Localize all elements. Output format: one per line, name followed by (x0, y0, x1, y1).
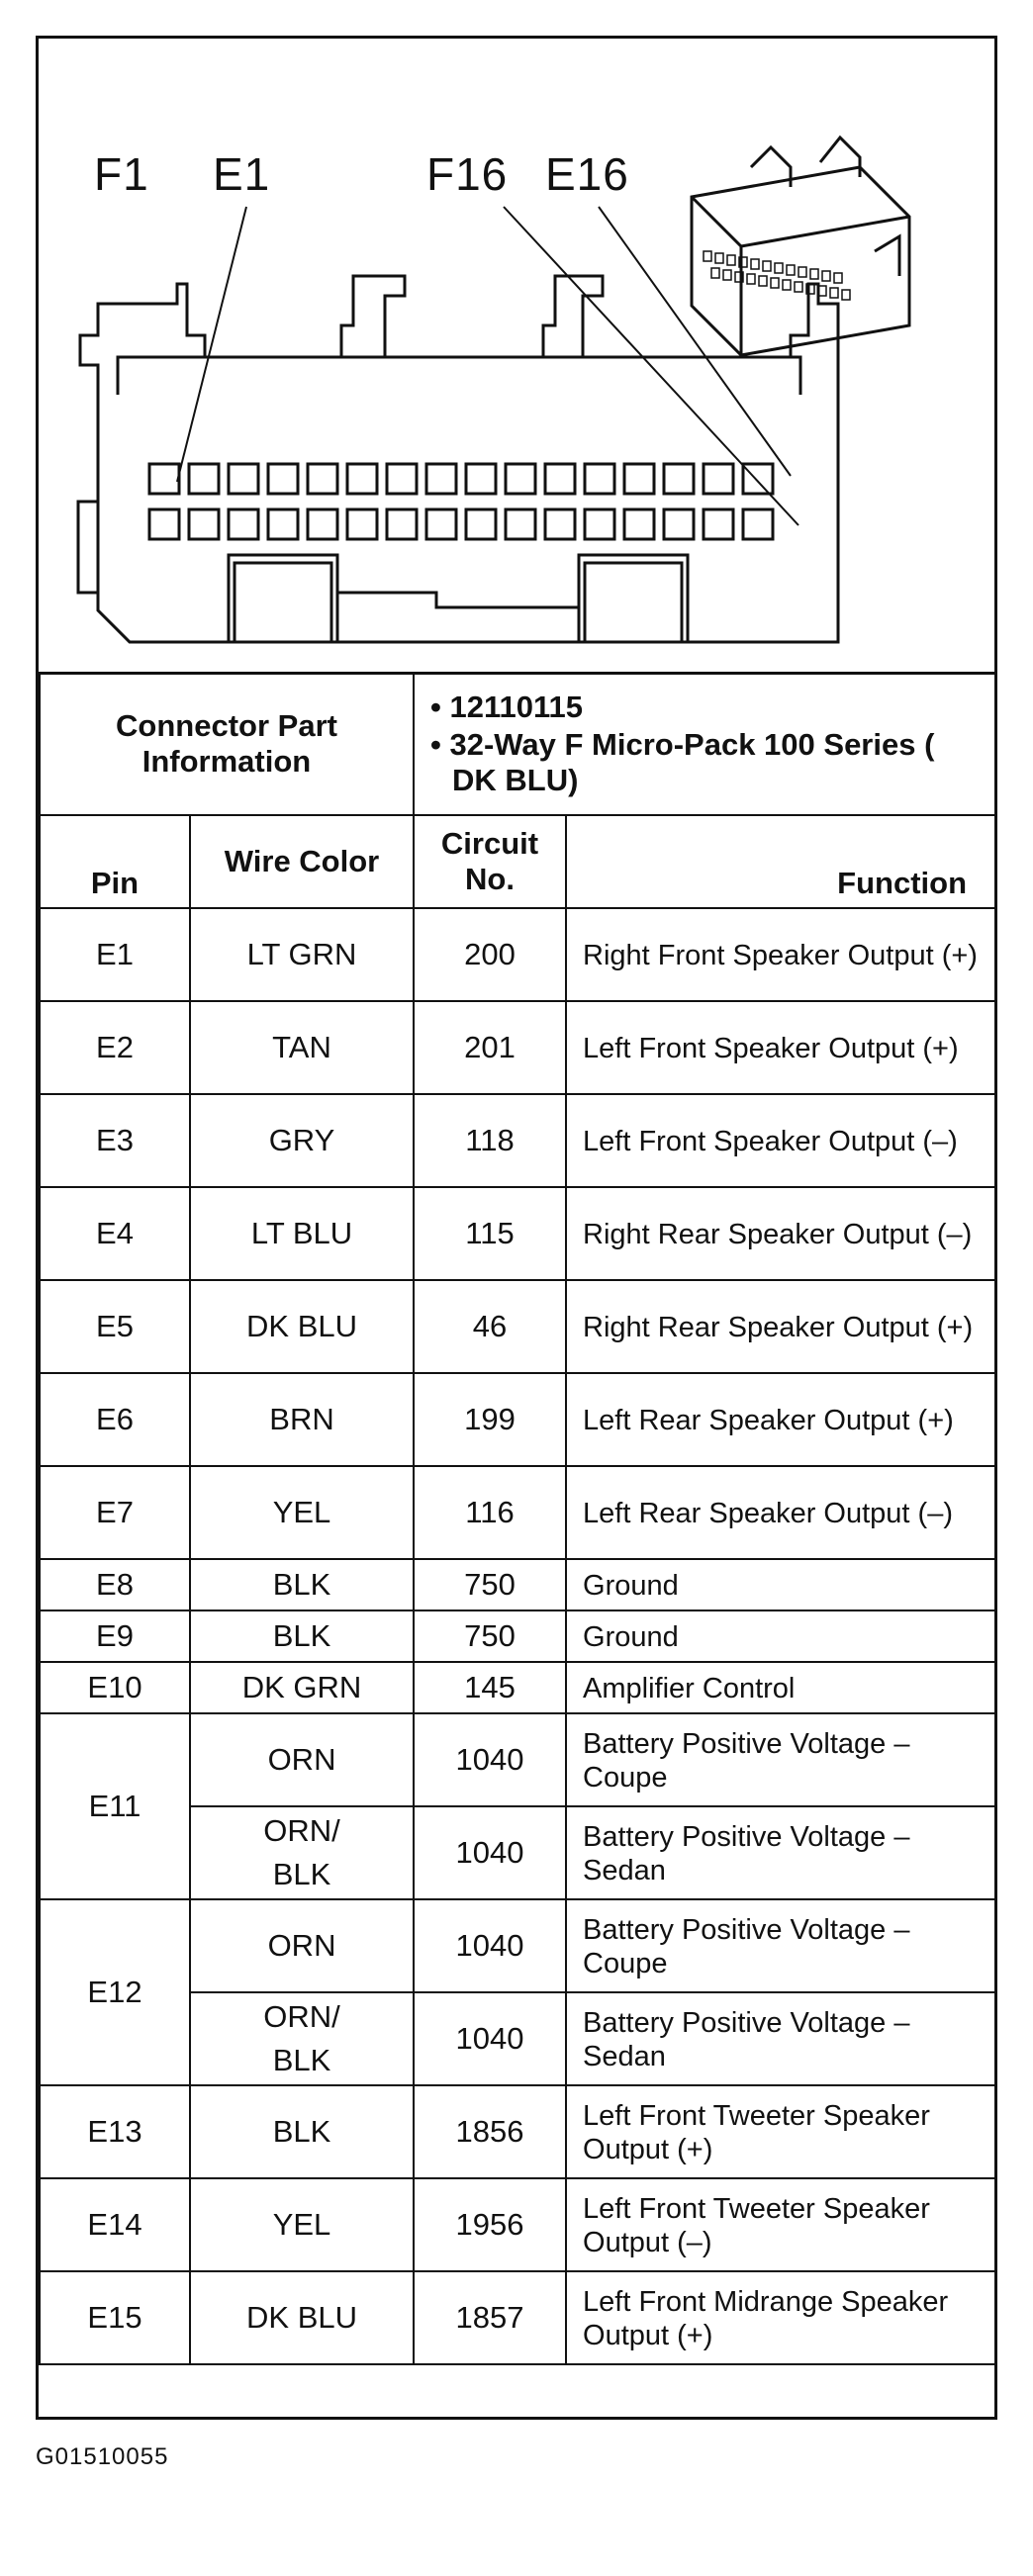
pin-cell: E7 (40, 1466, 190, 1559)
pin-cell: E5 (40, 1280, 190, 1373)
function-cell: Left Front Tweeter Speaker Output (+) (566, 2085, 995, 2178)
circuit-cell: 115 (414, 1187, 566, 1280)
pin-cell: E2 (40, 1001, 190, 1094)
pin-cavity (426, 464, 456, 494)
table-row (40, 1001, 995, 1094)
function-cell: Left Front Midrange Speaker Output (+) (566, 2271, 995, 2364)
iso-pin (795, 282, 802, 292)
pin-cavity (387, 509, 417, 539)
iso-pin (771, 278, 779, 288)
connector-info-label: Connector Part Information (40, 673, 414, 815)
function-cell: Left Front Tweeter Speaker Output (–) (566, 2178, 995, 2271)
table-row (40, 1373, 995, 1466)
wire-color-cell: GRY (190, 1094, 414, 1187)
iso-pin (751, 259, 759, 269)
table-row (40, 1662, 995, 1713)
connector-info-row (40, 673, 995, 815)
pin-cavity (347, 464, 377, 494)
circuit-cell: 1956 (414, 2178, 566, 2271)
pin-table (39, 672, 996, 2365)
circuit-cell: 145 (414, 1662, 566, 1713)
function-cell: Left Front Speaker Output (–) (566, 1094, 995, 1187)
callout-e1: E1 (213, 148, 271, 200)
iso-pin (822, 271, 830, 281)
pin-cell: E1 (40, 908, 190, 1001)
wire-color-cell: YEL (190, 1466, 414, 1559)
pin-cavity (506, 464, 535, 494)
pin-cell: E9 (40, 1610, 190, 1662)
function-cell: Battery Positive Voltage – Sedan (566, 1806, 995, 1899)
circuit-cell: 750 (414, 1610, 566, 1662)
table-row (40, 1713, 995, 1806)
circuit-cell: 1040 (414, 1713, 566, 1806)
wire-color-cell: TAN (190, 1001, 414, 1094)
iso-pin (715, 253, 723, 263)
function-cell: Battery Positive Voltage – Sedan (566, 1992, 995, 2085)
wire-color-cell: BRN (190, 1373, 414, 1466)
table-row (40, 1280, 995, 1373)
pin-cell: E11 (40, 1713, 190, 1899)
iso-pin (842, 290, 850, 300)
pin-cavity (229, 464, 258, 494)
connector-side-tab (78, 502, 98, 593)
iso-pin (759, 276, 767, 286)
connector-drawing (39, 39, 994, 672)
circuit-cell: 1040 (414, 1806, 566, 1899)
wire-color-cell: LT BLU (190, 1187, 414, 1280)
table-row (40, 1094, 995, 1187)
part-number: • 12110115 (430, 690, 583, 724)
pin-cavity (624, 509, 654, 539)
lower-latch-left-inner (235, 563, 331, 642)
pin-cavity (585, 464, 614, 494)
circuit-cell: 118 (414, 1094, 566, 1187)
circuit-cell: 199 (414, 1373, 566, 1466)
iso-pin (727, 255, 735, 265)
connector-housing (80, 276, 838, 642)
pin-cavity (149, 464, 179, 494)
table-row (40, 1466, 995, 1559)
table-row (40, 1899, 995, 1992)
circuit-cell: 200 (414, 908, 566, 1001)
header-circuit-no: Circuit No. (414, 815, 566, 908)
pin-cavity (189, 464, 219, 494)
pin-cavity (585, 509, 614, 539)
iso-connector-latches (751, 138, 899, 276)
pin-cell: E8 (40, 1559, 190, 1610)
table-row (40, 1187, 995, 1280)
header-pin: Pin (40, 815, 190, 908)
pin-cavity (189, 509, 219, 539)
pin-cell: E12 (40, 1899, 190, 2085)
pin-cell: E14 (40, 2178, 190, 2271)
function-cell: Left Front Speaker Output (+) (566, 1001, 995, 1094)
connector-type: • 32-Way F Micro-Pack 100 Series ( DK BLU) (430, 727, 935, 797)
connector-info-values (414, 673, 995, 815)
figure-code: G01510055 (36, 2443, 169, 2470)
iso-pin (787, 265, 795, 275)
wire-color-cell: BLK (190, 2085, 414, 2178)
header-function: Function (566, 815, 995, 908)
pin-cavity (704, 509, 733, 539)
function-cell: Left Rear Speaker Output (+) (566, 1373, 995, 1466)
leader-f16 (504, 207, 798, 525)
iso-pin (810, 269, 818, 279)
pin-cavity (664, 509, 694, 539)
iso-connector-body (692, 167, 909, 355)
pin-cell: E6 (40, 1373, 190, 1466)
iso-pin (830, 288, 838, 298)
function-cell: Battery Positive Voltage – Coupe (566, 1713, 995, 1806)
header-wire-color: Wire Color (190, 815, 414, 908)
wire-color-cell: DK BLU (190, 1280, 414, 1373)
wire-color-cell: ORN/ BLK (190, 1806, 414, 1899)
connector-diagram (39, 39, 994, 675)
pin-cavity (743, 464, 773, 494)
pinout-frame (36, 36, 997, 2420)
wire-color-cell: BLK (190, 1559, 414, 1610)
pin-cavity (624, 464, 654, 494)
table-row (40, 1610, 995, 1662)
lower-latch-right (579, 555, 688, 642)
wire-color-cell: ORN (190, 1899, 414, 1992)
function-cell: Ground (566, 1610, 995, 1662)
iso-pin (723, 270, 731, 280)
pin-cell: E10 (40, 1662, 190, 1713)
iso-pin (747, 274, 755, 284)
pin-cavity (308, 509, 337, 539)
function-cell: Right Front Speaker Output (+) (566, 908, 995, 1001)
pin-cavity (229, 509, 258, 539)
function-cell: Ground (566, 1559, 995, 1610)
pin-cavity (506, 509, 535, 539)
pin-cavity (308, 464, 337, 494)
pin-cell: E4 (40, 1187, 190, 1280)
table-row (40, 2085, 995, 2178)
function-cell: Battery Positive Voltage – Coupe (566, 1899, 995, 1992)
pin-cavity (743, 509, 773, 539)
circuit-cell: 1040 (414, 1992, 566, 2085)
leader-e1 (177, 207, 246, 482)
table-row (40, 2178, 995, 2271)
pin-cavity (545, 509, 575, 539)
pin-cavity (426, 509, 456, 539)
circuit-cell: 750 (414, 1559, 566, 1610)
callout-e16: E16 (545, 148, 629, 200)
wire-color-cell: YEL (190, 2178, 414, 2271)
function-cell: Right Rear Speaker Output (–) (566, 1187, 995, 1280)
lower-key (337, 593, 579, 607)
circuit-cell: 46 (414, 1280, 566, 1373)
connector-inner-ledge (118, 357, 800, 395)
pin-cell: E15 (40, 2271, 190, 2364)
callout-f1: F1 (94, 148, 149, 200)
table-row (40, 2271, 995, 2364)
wire-color-cell: DK GRN (190, 1662, 414, 1713)
lower-latch-right-inner (585, 563, 682, 642)
pin-cavity (149, 509, 179, 539)
circuit-cell: 1040 (414, 1899, 566, 1992)
wire-color-cell: LT GRN (190, 908, 414, 1001)
function-cell: Right Rear Speaker Output (+) (566, 1280, 995, 1373)
pin-cavity (268, 509, 298, 539)
circuit-cell: 1856 (414, 2085, 566, 2178)
wire-color-cell: BLK (190, 1610, 414, 1662)
function-cell: Amplifier Control (566, 1662, 995, 1713)
pin-cavity (704, 464, 733, 494)
pin-cavity (664, 464, 694, 494)
iso-pin (798, 267, 806, 277)
circuit-cell: 201 (414, 1001, 566, 1094)
pin-cavity (545, 464, 575, 494)
wire-color-cell: ORN/ BLK (190, 1992, 414, 2085)
pin-cavity (466, 464, 496, 494)
circuit-cell: 1857 (414, 2271, 566, 2364)
pin-cell: E13 (40, 2085, 190, 2178)
wire-color-cell: ORN (190, 1713, 414, 1806)
pin-cell: E3 (40, 1094, 190, 1187)
header-row (40, 815, 995, 908)
function-cell: Left Rear Speaker Output (–) (566, 1466, 995, 1559)
circuit-cell: 116 (414, 1466, 566, 1559)
callout-f16: F16 (426, 148, 509, 200)
pin-cavity (466, 509, 496, 539)
iso-pin (711, 268, 719, 278)
table-row (40, 908, 995, 1001)
table-row (40, 1559, 995, 1610)
pin-cavity (268, 464, 298, 494)
iso-pin (783, 280, 791, 290)
pin-cavity (387, 464, 417, 494)
lower-latch-left (229, 555, 337, 642)
pin-cavity (347, 509, 377, 539)
iso-pin (834, 273, 842, 283)
iso-pin (775, 263, 783, 273)
iso-pin (704, 251, 711, 261)
iso-pin (763, 261, 771, 271)
wire-color-cell: DK BLU (190, 2271, 414, 2364)
